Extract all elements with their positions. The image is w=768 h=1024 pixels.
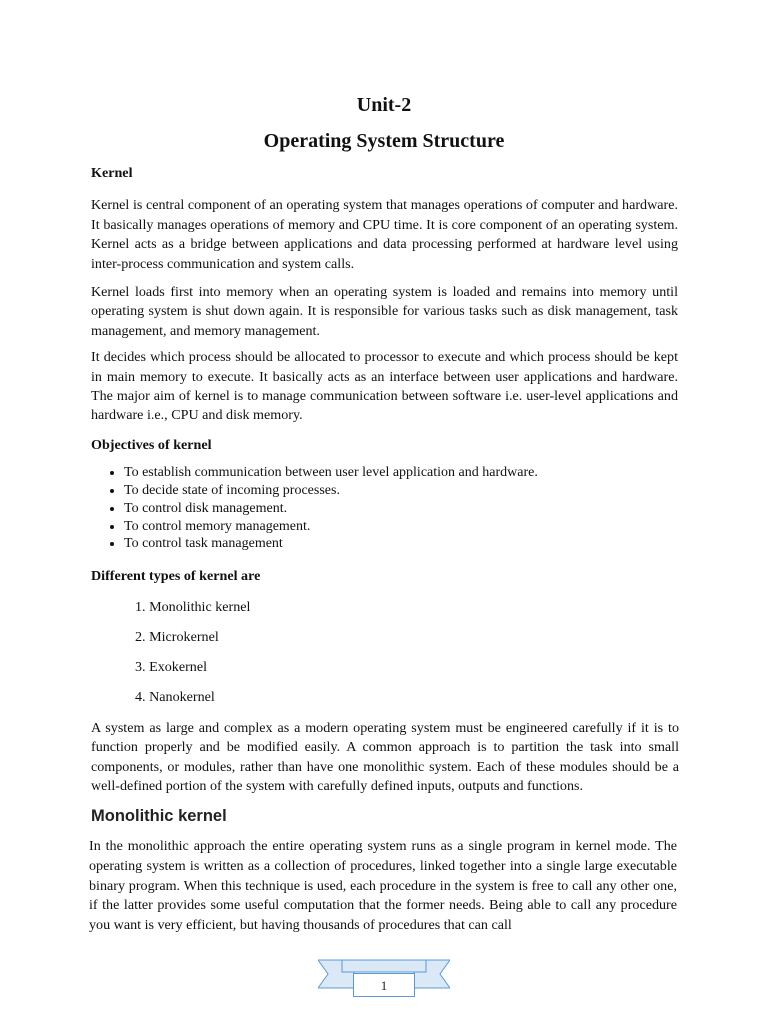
list-item: • To decide state of incoming processes. bbox=[124, 482, 678, 500]
page-title: Operating System Structure bbox=[263, 130, 505, 152]
list-item: • To establish communication between user level application and hardware. bbox=[124, 464, 678, 482]
monolithic-paragraph: In the monolithic approach the entire operating system runs as a single program in kernel mode. The operating system is written as a collection of procedures, linked together into a single large executable binary program. When this technique is used, each procedure in the system is free to call any other one, if the latter provides some useful computation that the former needs. Being able to call any procedure you want is very efficient, but having thousands of procedures that can call bbox=[89, 838, 677, 933]
kernel-paragraph-2: Kernel loads first into memory when an operating system is loaded and remains into memory until operating system is shut down again. It is responsible for various tasks such as disk management, task management, and memory management. bbox=[91, 284, 678, 339]
system-paragraph: A system as large and complex as a modern operating system must be engineered carefully if it is to function properly and be modified easily. A common approach is to partition the task into small components, or modules, rather than have one monolithic system. Each of these modules should be a well-defined portion of the system with carefully defined inputs, outputs and functions. bbox=[91, 719, 679, 795]
objectives-heading: Objectives of kernel bbox=[91, 436, 212, 453]
list-item: 4. Nanokernel bbox=[135, 688, 215, 705]
types-heading: Different types of kernel are bbox=[91, 568, 261, 585]
objectives-list bbox=[91, 464, 678, 553]
list-item: 1. Monolithic kernel bbox=[135, 598, 251, 615]
kernel-paragraph-3: It decides which process should be allocated to processor to execute and which process should be kept in main memory to execute. It basically acts as an interface between user applications and hardware. The major aim of kernel is to manage communication between software i.e. user-level applications and hardware i.e., CPU and disk memory. bbox=[91, 349, 678, 424]
kernel-types-list bbox=[91, 598, 678, 707]
kernel-heading: Kernel bbox=[91, 165, 133, 181]
unit-title: Unit-2 bbox=[356, 94, 412, 116]
list-item: • To control memory management. bbox=[124, 518, 678, 536]
page-number: 1 bbox=[353, 973, 415, 997]
monolithic-heading: Monolithic kernel bbox=[91, 807, 227, 826]
document-body bbox=[91, 164, 678, 935]
list-item: • To control task management bbox=[124, 535, 678, 553]
list-item: 2. Microkernel bbox=[135, 628, 219, 645]
kernel-paragraph-1: Kernel is central component of an operating system that manages operations of computer and hardware. It basically manages operations of memory and CPU time. It is core component of an operating system. Kernel acts as a bridge between applications and data processing performed at hardware level using inter-process communication and system calls. bbox=[91, 197, 678, 272]
list-item: 3. Exokernel bbox=[135, 658, 208, 675]
list-item: • To control disk management. bbox=[124, 500, 678, 518]
